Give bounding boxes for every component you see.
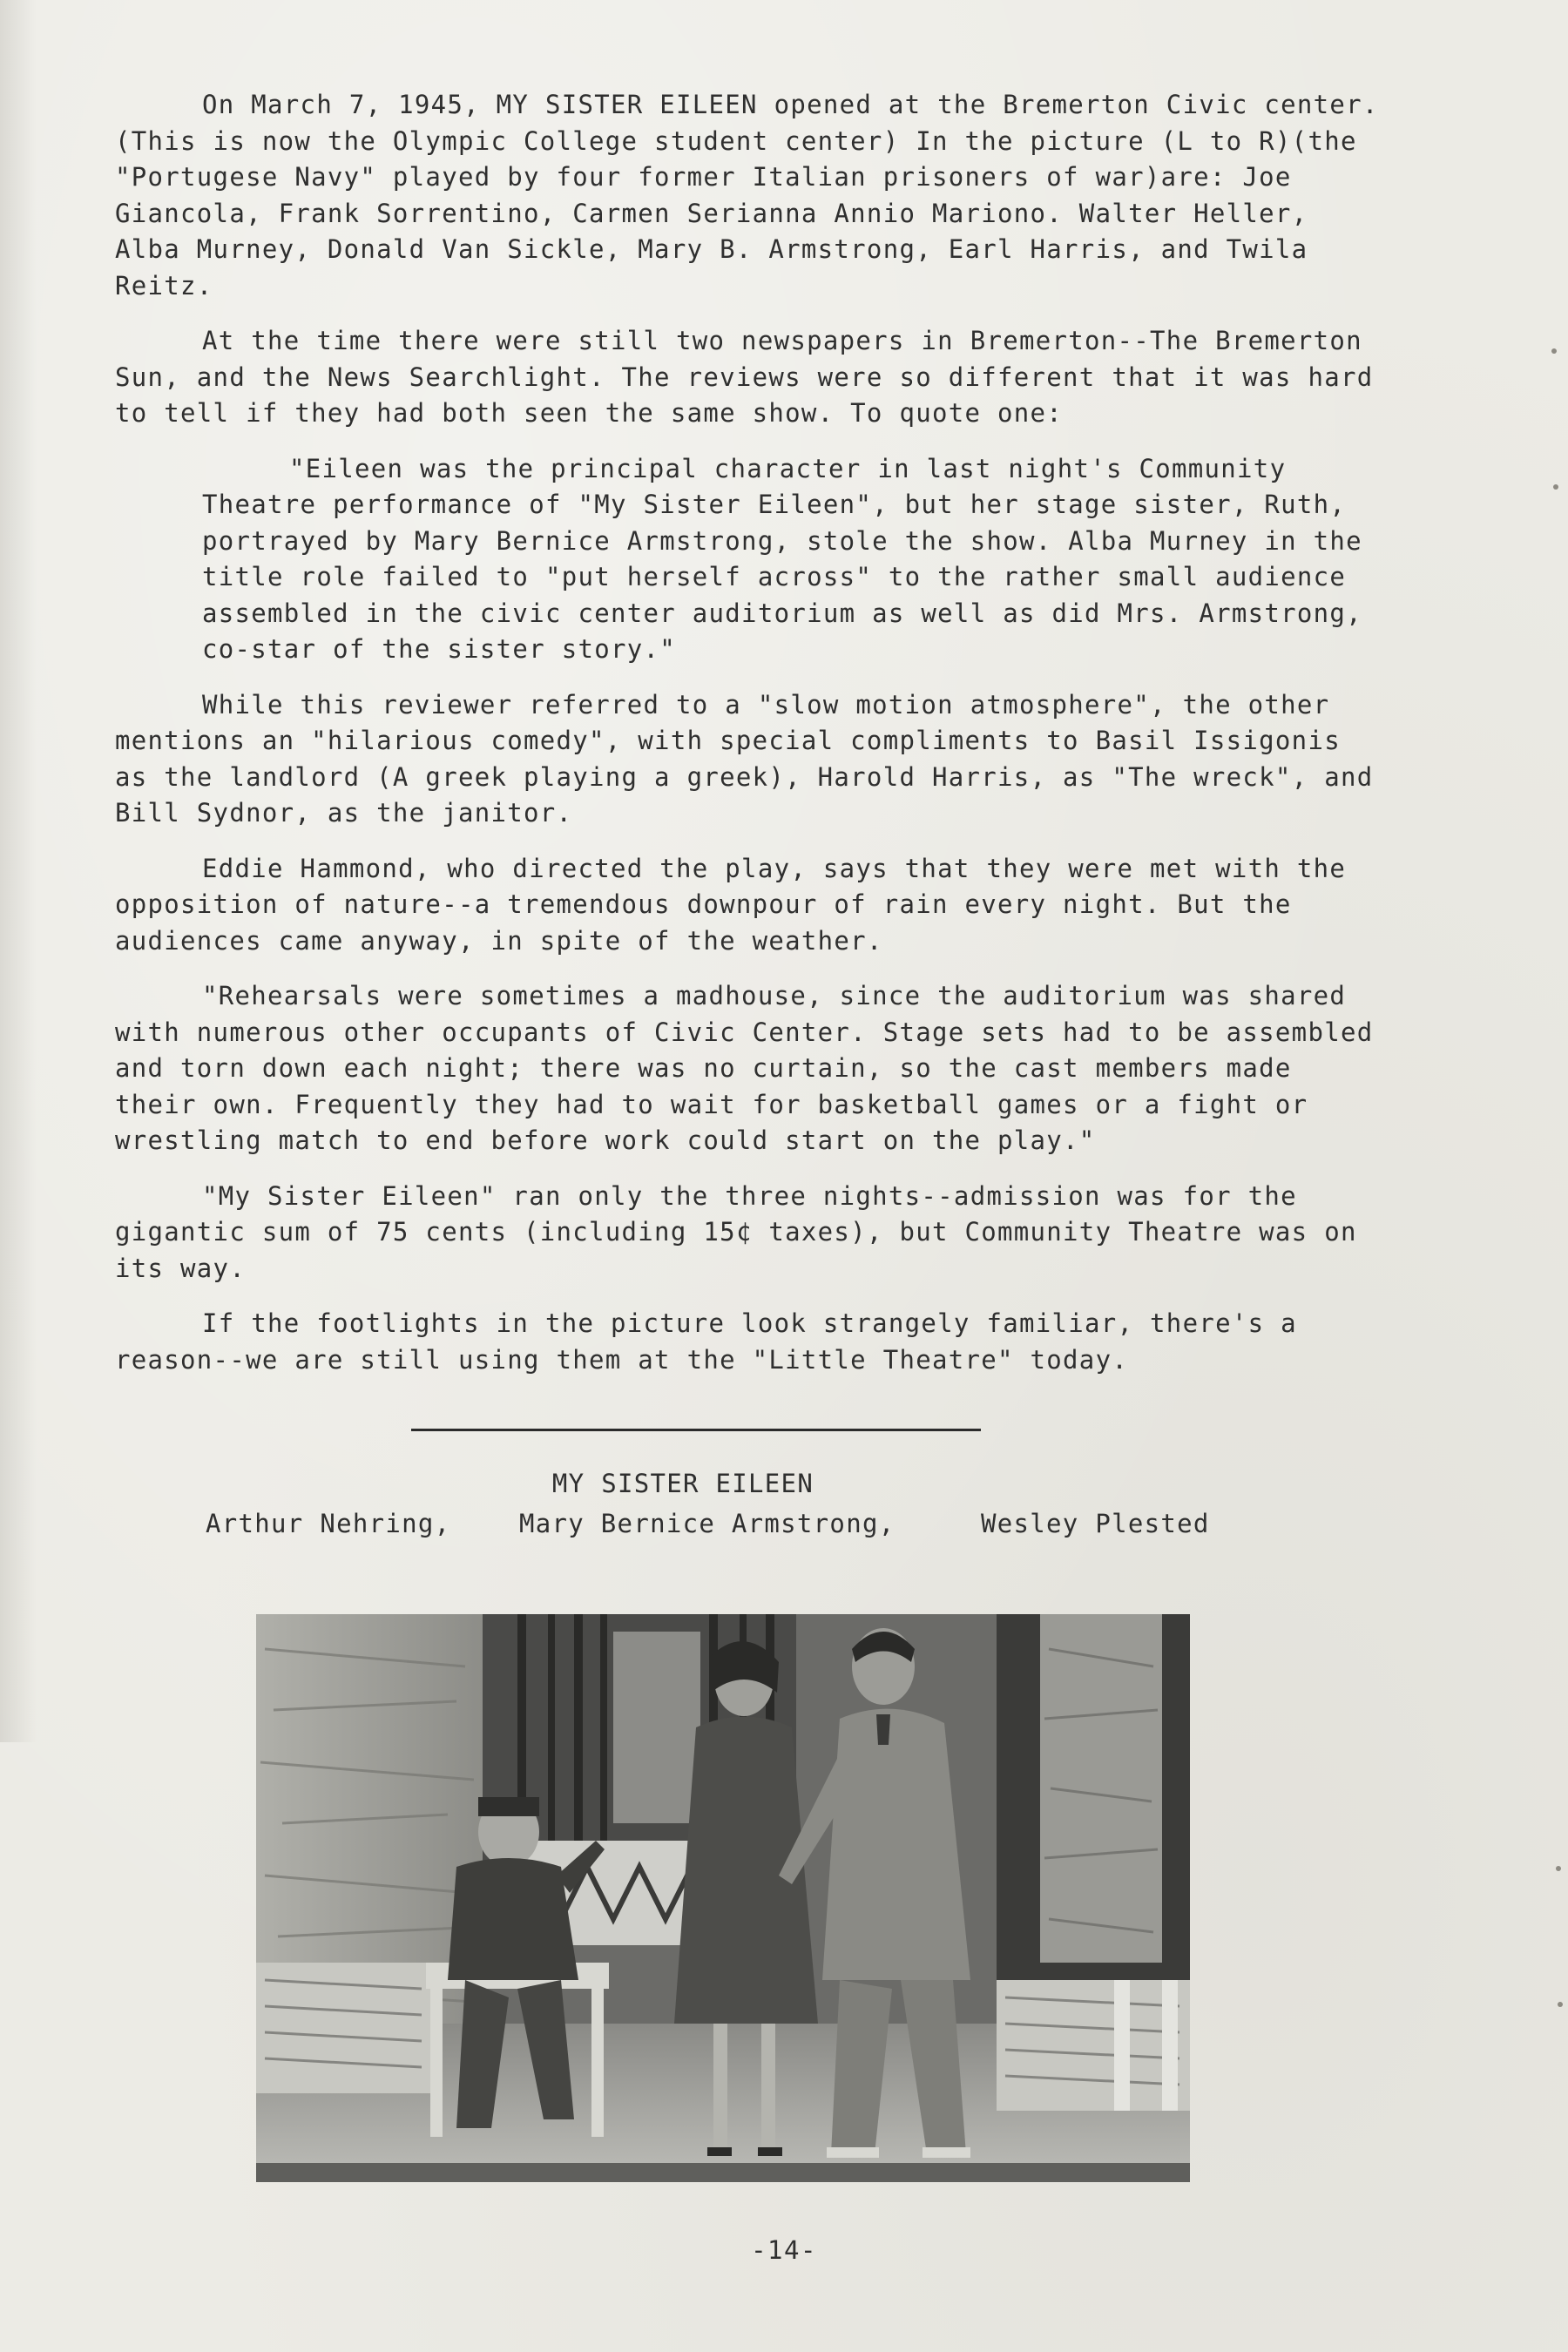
caption-name: Mary Bernice Armstrong,	[519, 1509, 896, 1538]
paragraph-admission: "My Sister Eileen" ran only the three nights--admission was for the gigantic sum of 75 cents (including 15¢ taxes), but Community Theatre was on its way.	[115, 1180, 1357, 1283]
paragraph-reviewer: While this reviewer referred to a "slow motion atmosphere", the other mentions an "hilarious comedy", with special compliments to Basil Issigonis as the landlord (A greek playing a greek), Harold Harris, as "The wreck", and Bill Sydnor, as the janitor.	[115, 689, 1374, 828]
paragraph-footlights: If the footlights in the picture look strangely familiar, there's a reason--we are still using them at the "Little Theatre" today.	[115, 1308, 1297, 1375]
paragraph-director: Eddie Hammond, who directed the play, says that they were met with the opposition of nature--a tremendous downpour of rain every night. But the audiences came anyway, in spite of the weather.	[115, 853, 1347, 956]
footlights	[256, 2163, 1190, 2182]
page-number: -14-	[751, 2235, 817, 2265]
punch-mark	[1556, 1866, 1561, 1871]
article-body	[115, 87, 1387, 1397]
punch-mark	[1553, 484, 1558, 490]
review-quote: "Eileen was the principal character in last night's Community Theatre performance of "My Sister Eileen", but her stage sister, Ruth, portrayed by Mary Bernice Armstrong, stole the show. Alba Murney in the title role failed to "put herself across" to the rather small audience assembled in the civic center auditorium as well as did Mrs. Armstrong, co-star of the sister story."	[202, 453, 1362, 664]
punch-mark	[1558, 2002, 1563, 2007]
photo-caption-names	[206, 1509, 1210, 1538]
punch-mark	[1551, 348, 1557, 354]
stage-photo-illustration	[256, 1614, 1190, 2182]
divider-rule	[411, 1429, 981, 1431]
stage-photo	[256, 1614, 1190, 2182]
paragraph-rehearsals: "Rehearsals were sometimes a madhouse, since the auditorium was shared with numerous other occupants of Civic Center. Stage sets had to be assembled and torn down each night; there was no curtain, so the cast members made their own. Frequently they had to wait for basketball games or a fight or wrestling match to end before work could start on the play."	[115, 981, 1374, 1155]
paragraph-newspapers: At the time there were still two newspapers in Bremerton--The Bremerton Sun, and the News Searchlight. The reviews were so different that it was hard to tell if they had both seen the same show. To quote one:	[115, 326, 1374, 428]
paragraph-opening: On March 7, 1945, MY SISTER EILEEN opened at the Bremerton Civic center. (This is now the Olympic College student center) In the picture (L to R)(the "Portugese Navy" played by four former Italian prisoners of war)are: Joe Giancola, Frank Sorrentino, Carmen Serianna Annio Mariono. Walter Heller, Alba Murney, Donald Van Sickle, Mary B. Armstrong, Earl Harris, and Twila Reitz.	[115, 90, 1379, 301]
caption-name: Wesley Plested	[981, 1509, 1210, 1538]
photo-caption-title: MY SISTER EILEEN	[551, 1469, 814, 1498]
caption-name: Arthur Nehring,	[206, 1509, 451, 1538]
